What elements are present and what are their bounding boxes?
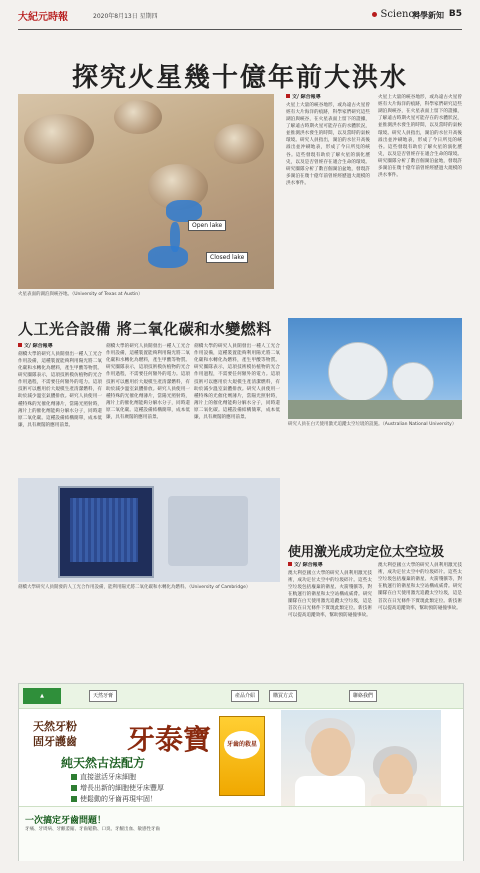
article2-headline: 人工光合設備 將二氧化碳和水變燃料 <box>18 320 272 338</box>
section-title: Science <box>372 9 420 20</box>
ad-brand-name: 牙泰寶 <box>127 723 212 756</box>
product-box <box>219 716 265 796</box>
ad-footer-headline: 一次搞定牙齒問題！ <box>25 816 107 826</box>
closed-lake-shape <box>148 246 188 268</box>
article2-body-col2: 劍橋大學的研究人員開發出一種人工光合作用設備，這種裝置能夠利用陽光將二氧化碳和水轉化為燃料，產生甲酸等物質。研究團隊表示，這項技術模仿植物的光合作用過程，不需要任何額外的電力。這項技術可以應用於大規模生產清潔燃料，有助於減少溫室氣體排放。研究人員使用一種特殊的光催化劑薄片，當陽光照射時，薄片上的催化劑能夠分解水分子，同時還原二氧化碳。這種設備結構簡單，成本低廉，具有廣闊的應用前景。 <box>106 344 190 421</box>
telescope-dome <box>392 362 434 404</box>
lead-text-col1: 火星上大量的峽谷地形，或為遠古火星曾經有大片海洋的痕跡，科學家們研究這些湖泊與峽谷，在火星表面上留下的證據，了解遠古時期火星可能存在的水體狀況，並推測洪水發生的時間，以及當時的氣候環境。研究人員指出，湖泊的水位升高後溢出並沖刷地表，形成了今日所見的峽谷。這些發現有助於了解火星的演化歷史，以及是否曾經存在適合生命的環境。研究團隊分析了數百個湖泊盆地，發現許多湖泊在幾十億年前曾經經歷過大規模的洪水事件。 <box>286 102 370 186</box>
ad-tag: 產品介紹 <box>231 690 259 702</box>
ad-feature: 增長出新的細胞使牙床豐厚 <box>71 783 164 793</box>
crater <box>214 124 264 164</box>
lead-headline: 探究火星幾十億年前大洪水 <box>71 63 408 93</box>
shirt-shape <box>295 776 365 806</box>
lead-byline: 文/ 綜合報導 <box>286 94 370 102</box>
elderly-couple-photo <box>281 710 441 806</box>
section-subtitle: 科學新知 <box>412 11 444 20</box>
check-icon <box>71 785 77 791</box>
face-shape <box>379 754 413 796</box>
check-icon <box>71 796 77 802</box>
shirt-shape <box>371 794 427 806</box>
face-shape <box>311 728 351 776</box>
article3-byline: 文/ 綜合報導 <box>288 562 372 570</box>
artificial-photosynthesis-image <box>18 478 280 582</box>
section-dot-icon <box>372 12 377 17</box>
ad-slogan: 純天然古法配方 <box>61 756 146 770</box>
ad-tag: 聯絡我們 <box>349 690 377 702</box>
check-icon <box>71 774 77 780</box>
masthead: 大紀元時報 <box>18 12 68 23</box>
article2-body-col3: 劍橋大學的研究人員開發出一種人工光合作用設備，這種裝置能夠利用陽光將二氧化碳和水轉化為燃料，產生甲酸等物質。研究團隊表示，這項技術模仿植物的光合作用過程，不需要任何額外的電力。這項技術可以應用於大規模生產清潔燃料，有助於減少溫室氣體排放。研究人員使用一種特殊的光催化劑薄片，當陽光照射時，薄片上的催化劑能夠分解水分子，同時還原二氧化碳。這種設備結構簡單，成本低廉，具有廣闊的應用前景。 <box>194 344 280 421</box>
ad-footer-conditions: 牙痛、牙周病、牙齦萎縮、牙齒鬆動、口臭、牙齦出血、敏感性牙齒 <box>25 827 160 832</box>
observatory-caption: 研究人員在白天使用激光追蹤太空垃圾的設施。（Australian National University） <box>288 422 457 427</box>
article2-caption: 劍橋大學研究人員開發的人工光合作用設備，能利用陽光將二氧化碳和水轉化為燃料。（University of Cambridge） <box>18 585 251 590</box>
lead-article-body-col2 <box>378 94 462 308</box>
ad-top-bar <box>19 684 463 709</box>
toothpowder-advertisement <box>18 683 464 861</box>
lead-text-col2: 火星上大量的峽谷地形，或為遠古火星曾經有大片海洋的痕跡，科學家們研究這些湖泊與峽谷，在火星表面上留下的證據，了解遠古時期火星可能存在的水體狀況，並推測洪水發生的時間，以及當時的氣候環境。研究人員指出，湖泊的水位升高後溢出並沖刷地表，形成了今日所見的峽谷。這些發現有助於了解火星的演化歷史，以及是否曾經存在適合生命的環境。研究團隊分析了數百個湖泊盆地，發現許多湖泊在幾十億年前曾經經歷過大規模的洪水事件。 <box>378 95 462 179</box>
ad-feature: 使鬆動的牙齒再現牢固！ <box>71 794 157 804</box>
ad-feature: 直接滋活牙床細胞 <box>71 772 136 782</box>
lead-article-body <box>286 94 370 308</box>
ad-tag: 天然牙膏 <box>89 690 117 702</box>
open-lake-label: Open lake <box>188 220 226 231</box>
page-header <box>18 5 462 30</box>
ad-logo-icon: ▲ <box>23 688 61 704</box>
mars-crater-image <box>18 94 274 289</box>
article3-body-col1: 文/ 綜合報導 澳大利亞國立大學的研究人員利用激光技術，成功定位太空中的垃圾碎片。這些太空垃圾包括廢棄的衛星、火箭殘骸等，對在軌運行的衛星和太空站構成威脅。研究團隊在白天使用激光追蹤太空垃圾，這是首次在日光條件下實現此類定位。新技術可以提高追蹤效率，幫助預防碰撞事故。 <box>288 562 372 619</box>
article3-body-col2: 澳大利亞國立大學的研究人員利用激光技術，成功定位太空中的垃圾碎片。這些太空垃圾包括廢棄的衛星、火箭殘骸等，對在軌運行的衛星和太空站構成威脅。研究團隊在白天使用激光追蹤太空垃圾，這是首次在日光條件下實現此類定位。新技術可以提高追蹤效率，幫助預防碰撞事故。 <box>378 563 462 611</box>
article2-body-col1: 文/ 綜合報導 劍橋大學的研究人員開發出一種人工光合作用設備，這種裝置能夠利用陽光將二氧化碳和水轉化為燃料，產生甲酸等物質。研究團隊表示，這項技術模仿植物的光合作用過程，不需要任何額外的電力。這項技術可以應用於大規模生產清潔燃料，有助於減少溫室氣體排放。研究人員使用一種特殊的光催化劑薄片，當陽光照射時，薄片上的催化劑能夠分解水分子，同時還原二氧化碳。這種設備結構簡單，成本低廉，具有廣闊的應用前景。 <box>18 343 102 428</box>
crater <box>24 114 94 164</box>
catalyst-sheet <box>70 498 138 562</box>
open-lake-shape <box>166 200 202 222</box>
ad-tag: 購買方式 <box>269 690 297 702</box>
page-number: B5 <box>448 9 462 19</box>
article2-byline: 文/ 綜合報導 <box>18 343 102 351</box>
ad-tagline-1: 天然牙粉 <box>33 720 77 733</box>
closed-lake-label: Closed lake <box>206 252 248 263</box>
article3-headline: 使用激光成功定位太空垃圾 <box>288 545 445 560</box>
product-box-label: 牙齒的救星 <box>226 741 257 748</box>
observatory-image <box>288 318 462 419</box>
ground <box>288 400 462 419</box>
glass-container <box>168 496 248 566</box>
ad-footer <box>19 806 463 861</box>
ad-tagline-2: 固牙護齒 <box>33 735 77 748</box>
mars-image-caption: 火星表面的湖泊與峽谷地。（University of Texas at Austin） <box>18 292 143 297</box>
issue-date: 2020年8月13日 星期四 <box>93 13 158 20</box>
telescope-dome <box>328 342 388 402</box>
crater <box>114 100 162 134</box>
